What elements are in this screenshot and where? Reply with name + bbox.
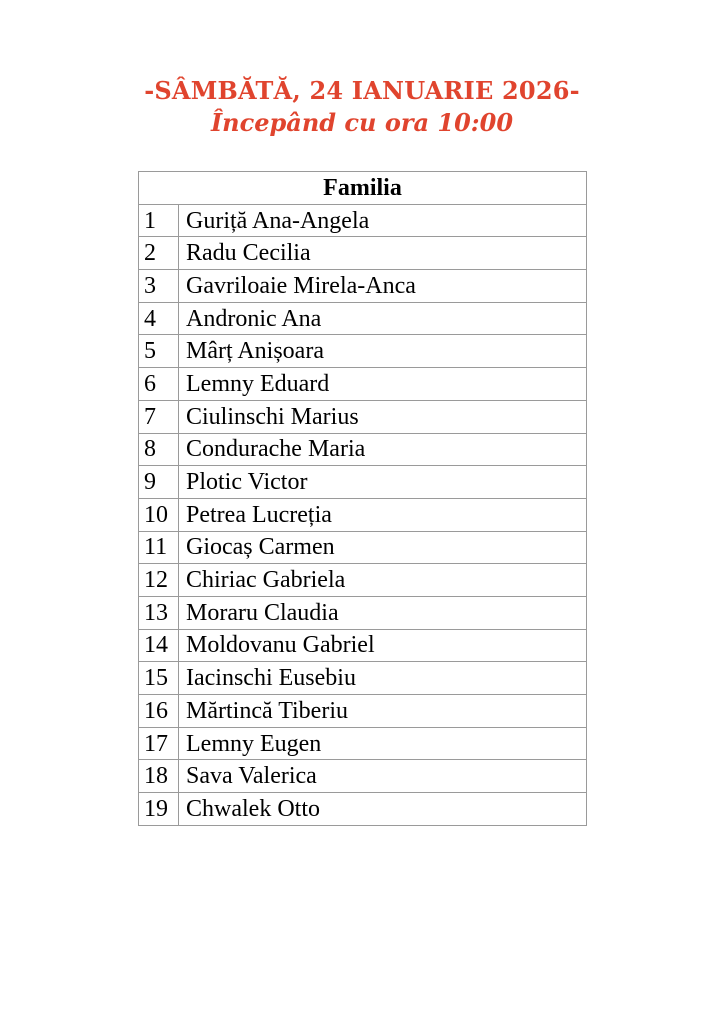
family-name: Chwalek Otto xyxy=(179,793,587,826)
row-number: 11 xyxy=(139,531,179,564)
family-name: Lemny Eduard xyxy=(179,368,587,401)
family-table xyxy=(138,171,587,826)
row-number: 12 xyxy=(139,564,179,597)
family-name: Giocaș Carmen xyxy=(179,531,587,564)
family-name: Mărtincă Tiberiu xyxy=(179,695,587,728)
row-number: 18 xyxy=(139,760,179,793)
row-number: 6 xyxy=(139,368,179,401)
family-name: Lemny Eugen xyxy=(179,727,587,760)
table-row xyxy=(139,629,587,662)
family-name: Ciulinschi Marius xyxy=(179,400,587,433)
table-row xyxy=(139,400,587,433)
table-row xyxy=(139,596,587,629)
family-name: Mârț Anișoara xyxy=(179,335,587,368)
table-row xyxy=(139,498,587,531)
table-row xyxy=(139,793,587,826)
family-name: Iacinschi Eusebiu xyxy=(179,662,587,695)
table-body xyxy=(139,204,587,825)
table-row xyxy=(139,727,587,760)
family-name: Andronic Ana xyxy=(179,302,587,335)
table-row xyxy=(139,237,587,270)
row-number: 1 xyxy=(139,204,179,237)
family-name: Radu Cecilia xyxy=(179,237,587,270)
family-name: Guriță Ana-Angela xyxy=(179,204,587,237)
table-header-row xyxy=(139,172,587,205)
row-number: 16 xyxy=(139,695,179,728)
table-row xyxy=(139,270,587,303)
row-number: 14 xyxy=(139,629,179,662)
family-name: Petrea Lucreția xyxy=(179,498,587,531)
row-number: 7 xyxy=(139,400,179,433)
table-row xyxy=(139,695,587,728)
family-name: Chiriac Gabriela xyxy=(179,564,587,597)
table-row xyxy=(139,564,587,597)
table-row xyxy=(139,531,587,564)
column-header-familia: Familia xyxy=(139,172,587,205)
row-number: 5 xyxy=(139,335,179,368)
table-row xyxy=(139,760,587,793)
table-row xyxy=(139,302,587,335)
row-number: 10 xyxy=(139,498,179,531)
document-subtitle: Începând cu ora 10:00 xyxy=(210,108,514,137)
row-number: 15 xyxy=(139,662,179,695)
table-row xyxy=(139,204,587,237)
family-name: Plotic Victor xyxy=(179,466,587,499)
table-row xyxy=(139,433,587,466)
row-number: 19 xyxy=(139,793,179,826)
row-number: 8 xyxy=(139,433,179,466)
table-row xyxy=(139,662,587,695)
table-row xyxy=(139,368,587,401)
row-number: 9 xyxy=(139,466,179,499)
document-title: -SÂMBĂTĂ, 24 IANUARIE 2026- xyxy=(144,76,580,105)
row-number: 3 xyxy=(139,270,179,303)
row-number: 17 xyxy=(139,727,179,760)
row-number: 13 xyxy=(139,596,179,629)
family-name: Moldovanu Gabriel xyxy=(179,629,587,662)
family-name: Moraru Claudia xyxy=(179,596,587,629)
family-name: Gavriloaie Mirela-Anca xyxy=(179,270,587,303)
table-row xyxy=(139,335,587,368)
family-name: Condurache Maria xyxy=(179,433,587,466)
table-row xyxy=(139,466,587,499)
row-number: 2 xyxy=(139,237,179,270)
family-name: Sava Valerica xyxy=(179,760,587,793)
row-number: 4 xyxy=(139,302,179,335)
